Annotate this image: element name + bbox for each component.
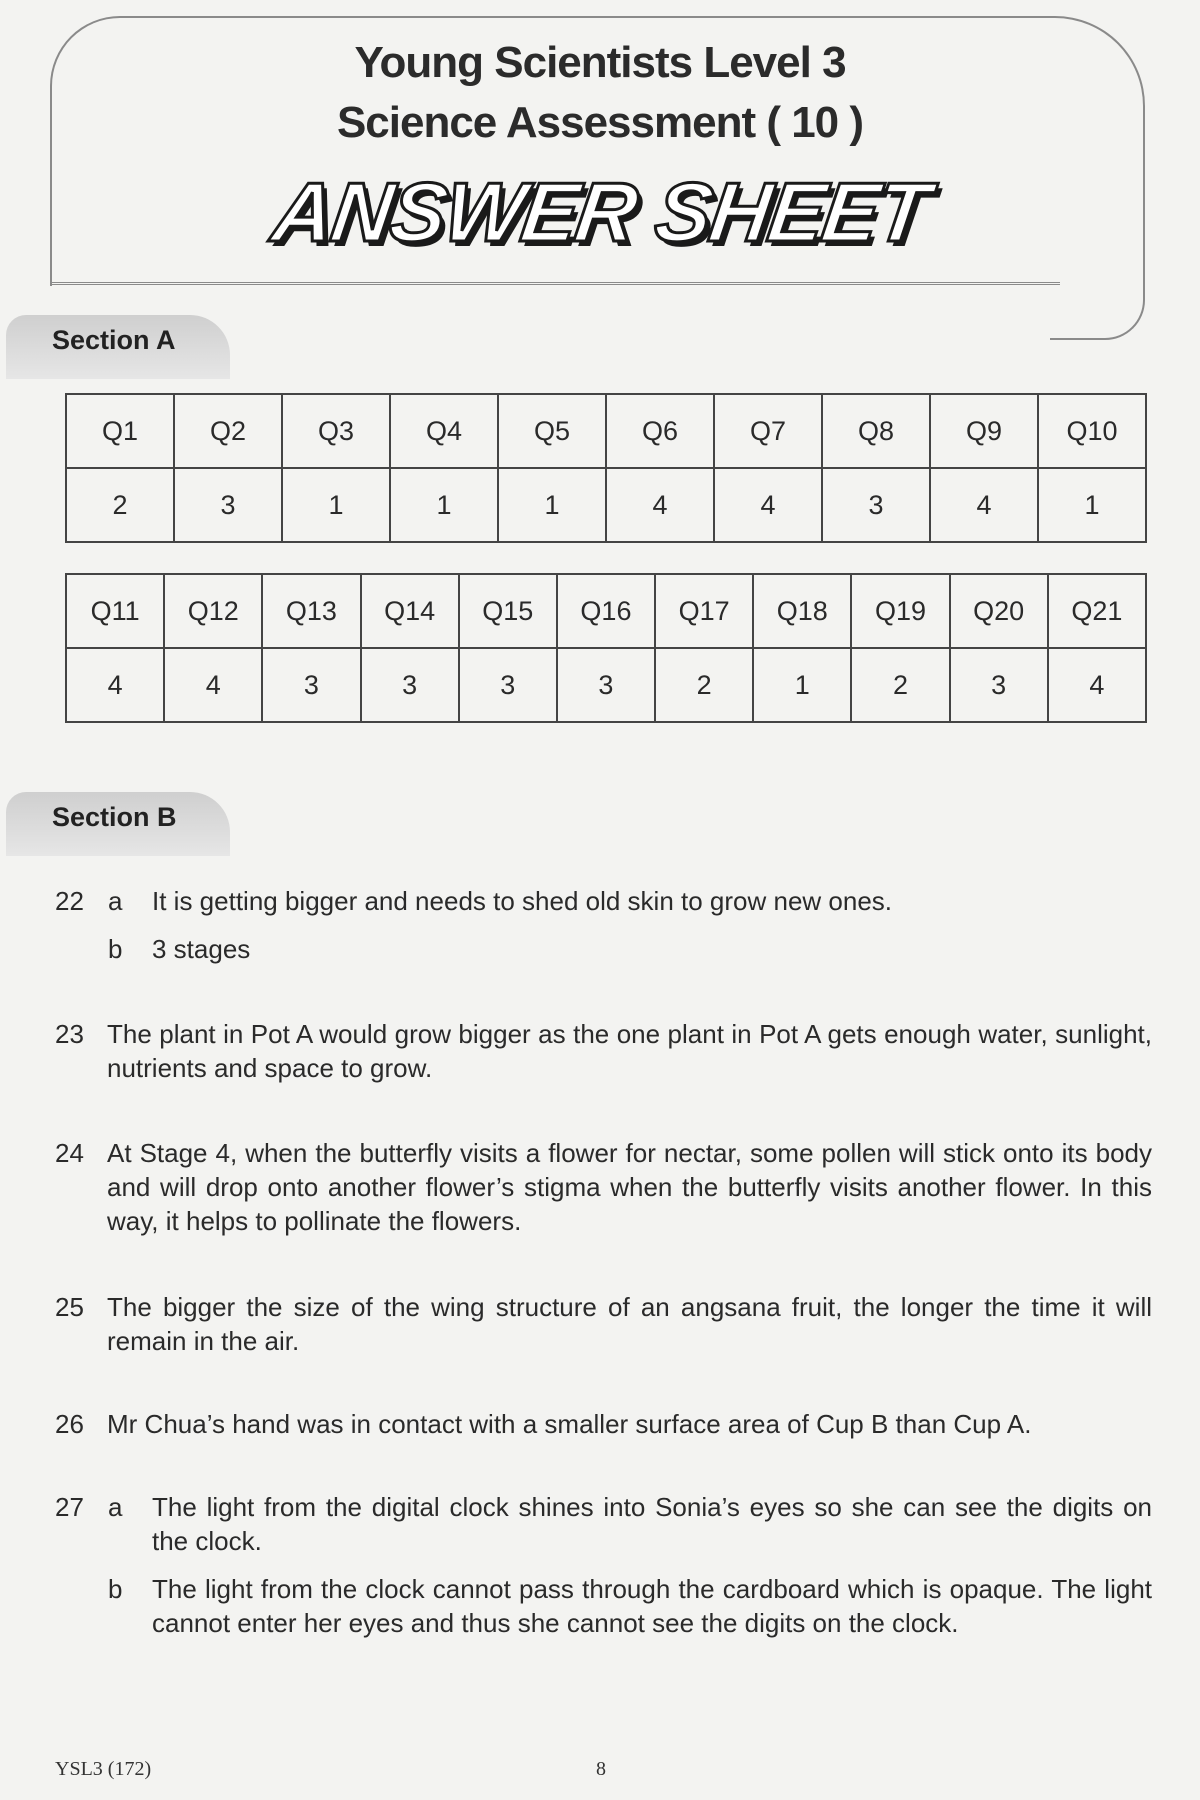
question-cell: Q9 (930, 394, 1038, 468)
answer-cell: 4 (164, 648, 262, 722)
answer-cell: 1 (1038, 468, 1146, 542)
answer-row (66, 468, 1146, 542)
question-cell: Q18 (753, 574, 851, 648)
answer-cell: 3 (557, 648, 655, 722)
question-cell: Q19 (851, 574, 949, 648)
answer-text: The light from the digital clock shines into Sonia’s eyes so she can see the digits on the clock. (152, 1492, 1152, 1556)
answer-cell: 1 (498, 468, 606, 542)
part-label: b (108, 934, 123, 964)
answer-text: At Stage 4, when the butterfly visits a flower for nectar, some pollen will stick onto its body and will drop onto another flower’s stigma when the butterfly visits another flower. In this way, it helps to pollinate the flowers. (107, 1138, 1152, 1236)
answer-cell: 1 (753, 648, 851, 722)
page-number: 8 (596, 1758, 606, 1780)
section-a-label: Section A (6, 315, 230, 379)
header-underline (50, 282, 1060, 285)
question-26 (0, 1407, 1200, 1447)
part-label: b (108, 1574, 123, 1604)
question-number: 22 (55, 886, 84, 916)
question-23 (0, 1017, 1200, 1087)
page-title: Young Scientists Level 3 (354, 38, 846, 87)
answer-cell: 3 (262, 648, 360, 722)
answer-cell: 2 (655, 648, 753, 722)
part-label: a (108, 886, 123, 916)
answer-cell: 1 (390, 468, 498, 542)
answer-text: The bigger the size of the wing structure of an angsana fruit, the longer the time it will remain in the air. (107, 1292, 1152, 1356)
section-a-answer-table-1 (65, 393, 1147, 543)
answer-cell: 3 (361, 648, 459, 722)
answer-text: 3 stages (152, 934, 251, 964)
question-27 (0, 1490, 1200, 1640)
answer-cell: 4 (714, 468, 822, 542)
answer-cell: 4 (1048, 648, 1146, 722)
question-cell: Q6 (606, 394, 714, 468)
answer-text: It is getting bigger and needs to shed old skin to grow new ones. (152, 886, 893, 916)
part-label: a (108, 1492, 123, 1522)
answer-cell: 4 (66, 648, 164, 722)
question-25 (0, 1290, 1200, 1360)
answer-cell: 3 (174, 468, 282, 542)
answer-cell: 3 (950, 648, 1048, 722)
answer-cell: 2 (851, 648, 949, 722)
question-cell: Q12 (164, 574, 262, 648)
question-cell: Q7 (714, 394, 822, 468)
question-row (66, 574, 1146, 648)
answer-cell: 3 (822, 468, 930, 542)
section-a-answer-table-2 (65, 573, 1147, 723)
question-cell: Q21 (1048, 574, 1146, 648)
answer-cell: 4 (606, 468, 714, 542)
question-cell: Q5 (498, 394, 606, 468)
question-number: 23 (55, 1019, 84, 1049)
question-cell: Q8 (822, 394, 930, 468)
question-22 (0, 884, 1200, 964)
question-cell: Q20 (950, 574, 1048, 648)
question-row (66, 394, 1146, 468)
question-cell: Q15 (459, 574, 557, 648)
question-cell: Q14 (361, 574, 459, 648)
question-number: 26 (55, 1409, 84, 1439)
section-b-label: Section B (6, 792, 230, 856)
answer-text: The plant in Pot A would grow bigger as the one plant in Pot A gets enough water, sunlight, nutrients and space to grow. (107, 1019, 1152, 1083)
question-cell: Q4 (390, 394, 498, 468)
answer-sheet-banner: ANSWER SHEET (267, 165, 934, 259)
answer-cell: 4 (930, 468, 1038, 542)
page-subtitle: Science Assessment ( 10 ) (336, 98, 864, 147)
answer-text: The light from the clock cannot pass through the cardboard which is opaque. The light cannot enter her eyes and thus she cannot see the digits on the clock. (152, 1574, 1152, 1638)
footer-code: YSL3 (172) (55, 1758, 152, 1780)
answer-cell: 1 (282, 468, 390, 542)
question-cell: Q10 (1038, 394, 1146, 468)
answer-text: Mr Chua’s hand was in contact with a smaller surface area of Cup B than Cup A. (107, 1409, 1032, 1439)
answer-row (66, 648, 1146, 722)
question-number: 24 (55, 1138, 84, 1168)
question-cell: Q16 (557, 574, 655, 648)
question-cell: Q2 (174, 394, 282, 468)
question-cell: Q1 (66, 394, 174, 468)
header-frame-curl (1050, 250, 1145, 340)
question-cell: Q3 (282, 394, 390, 468)
question-number: 25 (55, 1292, 84, 1322)
question-cell: Q13 (262, 574, 360, 648)
question-cell: Q11 (66, 574, 164, 648)
question-24 (0, 1136, 1200, 1241)
answer-cell: 3 (459, 648, 557, 722)
question-number: 27 (55, 1492, 84, 1522)
answer-cell: 2 (66, 468, 174, 542)
question-cell: Q17 (655, 574, 753, 648)
